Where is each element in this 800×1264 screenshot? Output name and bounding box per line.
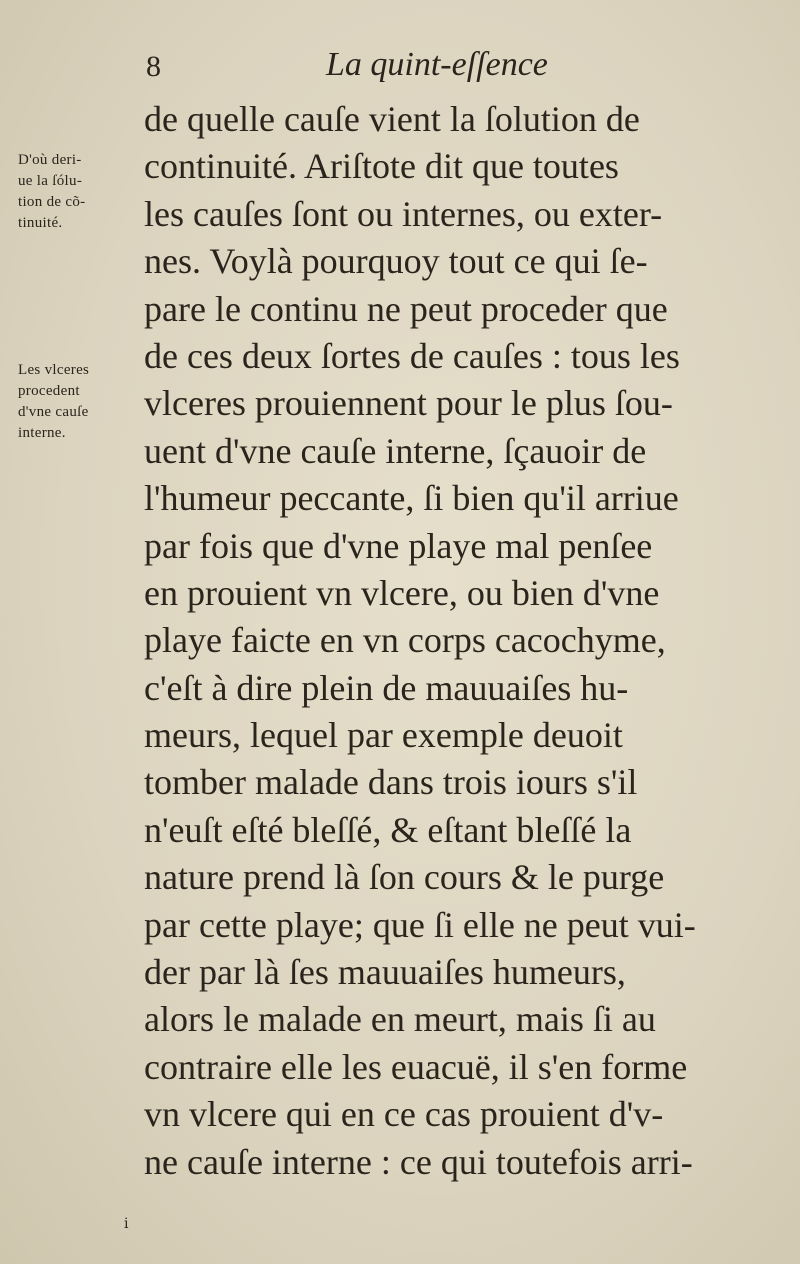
- margin-note-line: ue la ſólu-: [18, 173, 83, 189]
- margin-note-continuity: [18, 150, 85, 234]
- text-line: l'humeur peccante, ſi bien qu'il arriue: [144, 478, 679, 519]
- body-text: [144, 96, 740, 1186]
- text-line: par cette playe; que ſi elle ne peut vui-: [144, 904, 696, 945]
- margin-note-ulcers: [18, 360, 89, 444]
- text-line: der par là ſes mauuaiſes humeurs,: [144, 952, 626, 993]
- text-line: alors le malade en meurt, mais ſi au: [144, 999, 656, 1040]
- text-line: n'euſt eſté bleſſé, & eſtant bleſſé la: [144, 809, 632, 850]
- text-line: les cauſes ſont ou internes, ou exter-: [144, 193, 663, 234]
- text-line: en prouient vn vlcere, ou bien d'vne: [144, 572, 660, 613]
- margin-note-line: d'vne cauſe: [18, 404, 89, 420]
- text-line: playe faicte en vn corps cacochyme,: [144, 620, 666, 661]
- margin-note-line: procedent: [18, 383, 80, 399]
- margin-note-line: interne.: [18, 425, 66, 441]
- text-line: de ces deux ſortes de cauſes : tous les: [144, 335, 680, 376]
- page-number: 8: [146, 50, 161, 83]
- footer-mark: i: [124, 1216, 129, 1232]
- page-header: [0, 46, 800, 96]
- text-line: vn vlcere qui en ce cas prouient d'v-: [144, 1094, 664, 1135]
- text-line: meurs, lequel par exemple deuoit: [144, 715, 623, 756]
- text-line: nes. Voylà pourquoy tout ce qui ſe-: [144, 241, 648, 282]
- text-line: de quelle cauſe vient la ſolution de: [144, 99, 640, 139]
- running-title: La quint-eſſence: [326, 46, 548, 83]
- margin-note-line: tinuité.: [18, 215, 63, 231]
- text-line: ne cauſe interne : ce qui toutefois arri-: [144, 1141, 693, 1182]
- text-line: contraire elle les euacuë, il s'en forme: [144, 1046, 688, 1087]
- text-line: tomber malade dans trois iours s'il: [144, 762, 638, 803]
- text-line: nature prend là ſon cours & le purge: [144, 857, 665, 898]
- text-line: pare le continu ne peut proceder que: [144, 288, 668, 329]
- margin-note-line: Les vlceres: [18, 362, 90, 378]
- margin-note-line: D'où deri-: [18, 152, 82, 168]
- text-line: uent d'vne cauſe interne, ſçauoir de: [144, 430, 647, 471]
- margin-note-line: tion de cõ-: [18, 194, 86, 210]
- text-line: par fois que d'vne playe mal penſee: [144, 525, 653, 566]
- text-line: vlceres prouiennent pour le plus ſou-: [144, 383, 673, 424]
- text-line: c'eſt à dire plein de mauuaiſes hu-: [144, 667, 629, 708]
- text-line: continuité. Ariſtote dit que toutes: [144, 146, 619, 187]
